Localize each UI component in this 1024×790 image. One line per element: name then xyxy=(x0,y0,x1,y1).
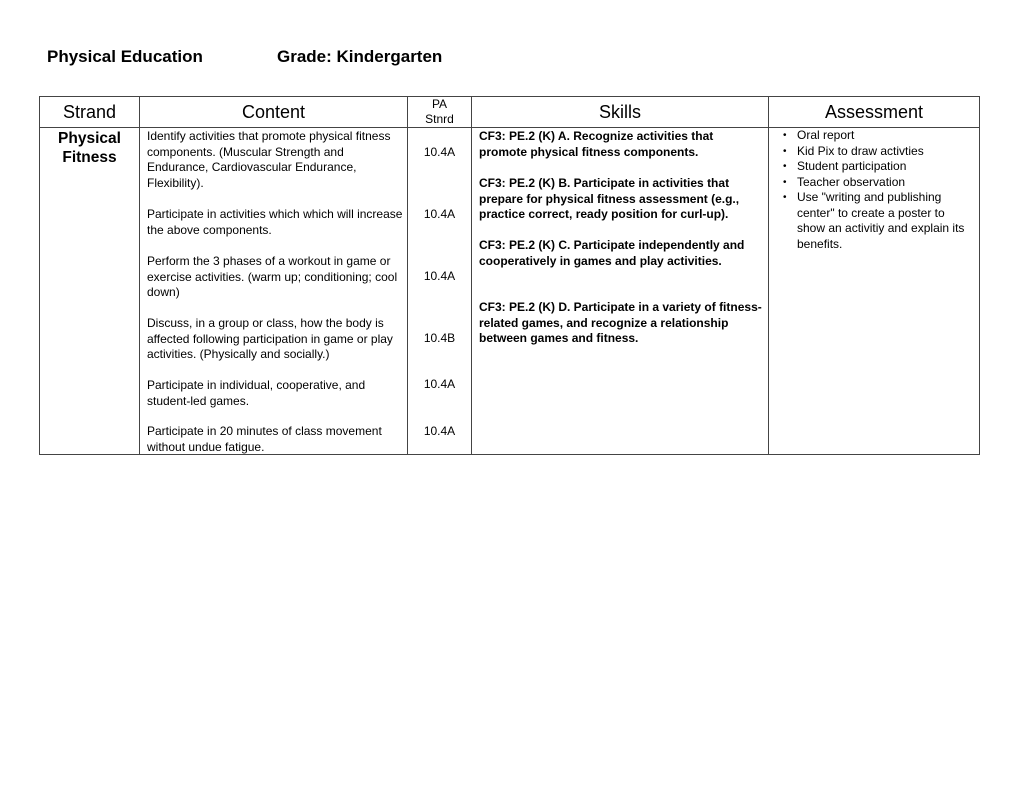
strand-cell xyxy=(40,128,140,455)
skills-cell xyxy=(472,128,769,455)
content-cell xyxy=(140,128,408,455)
list-item: • Use "writing and publishing center" to create a poster to show an activitiy and explain its benefits. xyxy=(783,190,965,251)
curriculum-table xyxy=(39,96,980,455)
assessment-list xyxy=(769,128,979,252)
content-item: Participate in individual, cooperative, and student-led games. xyxy=(147,378,366,408)
content-item: Participate in 20 minutes of class movement without undue fatigue. xyxy=(147,424,382,454)
table-header-row xyxy=(40,97,980,128)
content-item: Participate in activities which which will increase the above components. xyxy=(147,207,403,237)
strand-line2: Fitness xyxy=(62,149,117,166)
list-item: • Teacher observation xyxy=(783,174,906,189)
table-row xyxy=(40,128,980,455)
document-header xyxy=(47,47,443,67)
pa-standard-cell xyxy=(408,128,472,455)
standard-code: 10.4A xyxy=(423,269,456,283)
strand-line1: Physical xyxy=(58,130,121,147)
bullet-icon: • xyxy=(783,176,787,188)
assessment-cell xyxy=(769,128,980,455)
list-item: • Oral report xyxy=(783,128,855,142)
strand-label xyxy=(40,128,139,167)
pa-header-line1: PA xyxy=(431,97,448,111)
content-item: Perform the 3 phases of a workout in game or exercise activities. (warm up; conditioning; cool down) xyxy=(147,254,398,299)
column-header-assessment: Assessment xyxy=(769,97,980,128)
bullet-icon: • xyxy=(783,161,787,172)
standard-code: 10.4A xyxy=(423,145,456,159)
list-item: • Student participation xyxy=(783,159,907,173)
standard-code: 10.4A xyxy=(423,207,456,221)
skill-item: CF3: PE.2 (K) A. Recognize activities that promote physical fitness components. xyxy=(479,129,714,159)
standard-code: 10.4A xyxy=(423,424,456,438)
content-item: Discuss, in a group or class, how the body is affected following participation in game or play activities. (Physically and socially.) xyxy=(147,316,393,361)
list-item: • Kid Pix to draw activties xyxy=(783,143,924,158)
skill-item: CF3: PE.2 (K) D. Participate in a variety of fitness- related games, and recognize a relationship between games and fitness. xyxy=(479,300,762,345)
bullet-icon: • xyxy=(783,130,787,141)
subject-title: Physical Education xyxy=(47,47,203,66)
column-header-strand: Strand xyxy=(40,97,140,128)
content-item: Identify activities that promote physical fitness components. (Muscular Strength and Endurance, Cardiovascular Endurance, Flexibility). xyxy=(147,129,391,190)
column-header-pa-standard xyxy=(408,97,472,128)
grade-title: Grade: Kindergarten xyxy=(277,47,443,66)
skill-item: CF3: PE.2 (K) B. Participate in activities that prepare for physical fitness assessment (e.g., practice correct, ready position for curl-up). xyxy=(479,176,740,221)
bullet-icon: • xyxy=(783,192,787,203)
standard-code: 10.4A xyxy=(423,377,456,391)
standard-code: 10.4B xyxy=(423,331,456,345)
column-header-content: Content xyxy=(140,97,408,128)
bullet-icon: • xyxy=(783,145,787,157)
column-header-skills: Skills xyxy=(472,97,769,128)
pa-header-line2: Stnrd xyxy=(425,112,454,126)
skill-item: CF3: PE.2 (K) C. Participate independently and cooperatively in games and play activities. xyxy=(479,238,745,268)
